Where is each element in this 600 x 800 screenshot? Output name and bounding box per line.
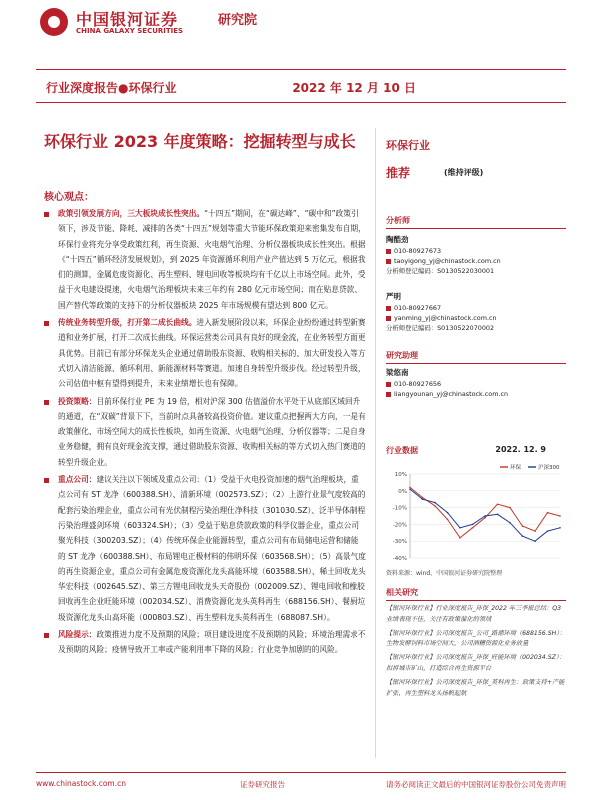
data-point: [484, 515, 486, 517]
assistant-phone: 010-80927656: [394, 380, 442, 388]
key-point: [44, 394, 366, 470]
data-point: [434, 505, 436, 507]
y-tick-label: 0%: [398, 488, 407, 495]
data-point: [522, 535, 524, 537]
report-type: 行业深度报告●环保行业: [46, 81, 177, 95]
y-tick-label: 10%: [394, 472, 407, 478]
y-tick-label: -30%: [392, 539, 407, 546]
bullet-icon: [44, 321, 49, 326]
galaxy-logo-icon: [40, 8, 68, 36]
phone-icon: [386, 382, 391, 387]
analyst-cert: 分析师登记编码：S0130522030001: [386, 267, 495, 275]
chart-source: 资料来源：wind，中国银河证券研究院整理: [386, 570, 503, 577]
analyst-phone: 010-80927673: [394, 247, 442, 255]
data-point: [434, 502, 436, 504]
data-point: [497, 514, 499, 516]
report-date: 2022 年 12 月 10 日: [292, 81, 416, 95]
bullet-icon: [44, 400, 49, 405]
legend-label: 环保: [510, 465, 522, 471]
data-point: [447, 519, 449, 521]
y-tick-label: -40%: [392, 556, 407, 562]
key-points: [44, 206, 366, 660]
data-point: [422, 498, 424, 500]
analyst-card: [386, 233, 566, 276]
key-point-lead: 传统业务转型升级，打开第二成长曲线。: [58, 318, 197, 328]
analyst-cert: 分析师登记编码：S0130522070002: [386, 324, 495, 332]
institute-name: 研究院: [218, 13, 258, 28]
data-point: [472, 524, 474, 526]
key-point-body: 进入新发展阶段以来，环保企业纷纷通过转型新赛道和业务扩展，打开二次成长曲线。环保运营类公司具有良好的现金流，在业务转型方面更具优势。目前已有部分环保龙头企业通过借助股东资源、收购相关标的、加大研发投入等方式切入清洁能源、循环利用、新能源材料等赛道。加速自身转型升级步伐。经过转型升级，公司估值中枢有望得到提升，未来业绩增长也有保障。: [58, 318, 366, 389]
phone-icon: [386, 306, 391, 311]
chart-header: [386, 445, 566, 459]
assistant-email[interactable]: liangyounan_yj@chinastock.com.cn: [394, 390, 509, 398]
data-point: [547, 530, 549, 532]
data-point: [409, 488, 411, 490]
logo-english-name: CHINA GALAXY SECURITIES: [76, 27, 184, 35]
phone-icon: [386, 249, 391, 254]
data-point: [459, 527, 461, 529]
footer-disclaimer: 请务必阅读正文最后的中国银河证券股份公司免责声明: [386, 780, 566, 789]
key-point-body: “十四五”期间，在“碳达峰”、“碳中和”政策引领下，涉及节能、降耗、减排的各类“十四五”规划等重大节能环保政策迎来密集发布自期，环保行业将充分享受政策红利，再生资源、火电烟气治理、分析仪器板块成长性突出。根据《“十四五”循环经济发展规划》，到 2025 年资源循环利用产业产值达到 5 万亿元，根据我们的测算，金属危废资源化、再生塑料、锂电回收等板块均有千亿以上市场空间。此外，受益于火电建设提速，火电烟气治理板块未来三年约有 280 亿元市场空间；而在贴息贷款、国产替代等政策的支持下的分析仪器板块 2025 年市场规模有望达到 800 亿元。: [58, 209, 366, 310]
analysts-heading: 分析师: [386, 215, 566, 229]
footer-website[interactable]: www.chinastock.com.cn: [36, 779, 126, 788]
page-footer: [36, 772, 566, 792]
footer-doc-type: 证券研究报告: [240, 780, 285, 789]
analyst-phone: 010-80927667: [394, 304, 442, 312]
analyst-name: 严明: [386, 292, 401, 301]
data-point: [472, 527, 474, 529]
data-point: [509, 507, 511, 509]
key-point-lead: 风险提示：: [58, 630, 97, 640]
key-point-lead: 重点公司：: [58, 475, 97, 485]
chart-title: 行业数据: [386, 446, 418, 455]
key-point: [44, 627, 366, 658]
data-point: [547, 512, 549, 514]
assistant-card: [386, 366, 566, 399]
key-point-lead: 投资策略：: [58, 396, 97, 406]
bullet-icon: [44, 478, 49, 483]
related-research-item[interactable]: 【银河环保行业】公司深度报告_公司_路德环境（688156.SH）：生物发酵饲料市场空间大，公司酒糟资源化业务放量: [386, 629, 566, 648]
email-icon: [386, 316, 391, 321]
series-line-1: [410, 489, 560, 541]
data-point: [409, 487, 411, 489]
assistant-name: 梁悠南: [386, 368, 409, 377]
email-icon: [386, 392, 391, 397]
data-point: [559, 527, 561, 529]
key-point: [44, 206, 366, 313]
data-point: [459, 537, 461, 539]
email-icon: [386, 259, 391, 264]
related-research-item[interactable]: 【银河环保行业】公司深度报告_环保_旺能环境（002034.SZ）：拟拆城市矿山，打造综合再生资源平台: [386, 654, 566, 672]
legend-label: 沪深300: [538, 465, 560, 471]
data-point: [509, 522, 511, 524]
analyst-name: 陶酷劲: [386, 235, 409, 244]
y-tick-label: -10%: [392, 505, 407, 512]
rating-note: (维持评级): [444, 168, 484, 177]
key-point-body: 政策推进力度不及预期的风险；项目建设进度不及预期的风险；环境治理需求不及预期的风险；疫情导致开工率或产能利用率下降的风险；行业竞争加剧的的风险。: [58, 630, 366, 655]
data-point: [497, 503, 499, 505]
related-research-item[interactable]: 【银河环保行业】公司深度报告_环保_英科再生：政策支持+产能扩张，再生塑料龙头扬帆起航: [386, 678, 565, 697]
sector-name: 环保行业: [386, 139, 430, 152]
y-tick-label: -20%: [392, 522, 407, 529]
related-research-list: [386, 604, 566, 702]
industry-line-chart: [382, 460, 566, 564]
key-point-body: 建议关注以下领域及重点公司：（1）受益于火电投资加速的烟气治理板块，重点公司有 ST 龙净（600388.SH）、清新环境（002573.SZ）；（2）上游行业景气度较高的配套污染治理企业，重点公司有光伏制程污染治理仕净科技（301030.SZ）、泛半导体制程污染治理盛剑环境（603324.SH）；（3）受益于贴息贷款政策的科学仪器企业，重点公司聚光科技（300203.SZ）；（4）传统环保企业能源转型，重点公司有布局储电运营和储能的 ST 龙净（600388.SH）、布局锂电正极材料的伟明环保（603568.SH）；（5）高景气度的再生资源企业，重点公司有金属危废资源化龙头高能环境（603588.SH）、稀土回收龙头华宏科技（002645.SZ）、第三方锂电回收龙头天奇股份（002009.SZ）、锂电回收和橡胶回收再生企业旺能环境（002034.SZ）、消费资源化龙头英科再生（688156.SH）、餐厨垃圾资源化龙头山高环能（000803.SZ）、再生塑料龙头英科再生（688087.SH）。: [58, 475, 366, 622]
core-views-label: 核心观点：: [44, 192, 94, 203]
column-divider: [375, 128, 376, 758]
key-point: [44, 472, 366, 625]
data-point: [522, 525, 524, 527]
data-point: [534, 530, 536, 532]
logo-chinese-name: 中国银河证券: [76, 10, 179, 29]
data-point: [534, 540, 536, 542]
analyst-card: [386, 290, 566, 333]
related-research-heading: 相关研究: [386, 587, 566, 601]
report-title: 环保行业 2023 年度策略：挖掘转型与成长: [44, 132, 356, 151]
data-point: [559, 515, 561, 517]
key-point-body: 目前环保行业 PE 为 19 倍，相对沪深 300 估值溢价水平处于从底部区域回升的通道，在“双碳”背景下下，当前时点具备较高投资价值。建议重点把握两大方向，一是有政策催化、市场空间大的成长性板块，如再生资源、火电烟气治理、分析仪器等；二是自身业务稳健，拥有良好现金流支撑，通过借助股东资源、收购相关标的等方式切入热门赛道的转型升级企业。: [58, 396, 366, 467]
chart-date: 2022. 12. 9: [495, 445, 546, 454]
report-banner: [36, 69, 566, 103]
rating-value: 推荐: [386, 166, 411, 180]
bullet-icon: [44, 212, 49, 217]
key-point: [44, 315, 366, 391]
related-research-item[interactable]: 【银河环保行业】行业深度报告_环保_2022 年三季报总结：Q3 业绩表现不佳，关注有政策催化的领域: [386, 605, 562, 623]
assistant-heading: 研究助理: [386, 350, 566, 364]
analyst-email[interactable]: yanming_yj@chinastock.com.cn: [394, 314, 497, 322]
data-point: [484, 517, 486, 519]
rating-block: [386, 164, 566, 186]
key-point-lead: 政策引领发展方向，三大板块成长性突出。: [58, 209, 205, 218]
data-point: [447, 512, 449, 514]
data-point: [422, 497, 424, 499]
series-line-0: [410, 487, 560, 537]
bullet-icon: [44, 633, 49, 638]
analyst-email[interactable]: taoyigong_yj@chinastock.com.cn: [394, 257, 501, 265]
brand-header: [36, 4, 556, 40]
